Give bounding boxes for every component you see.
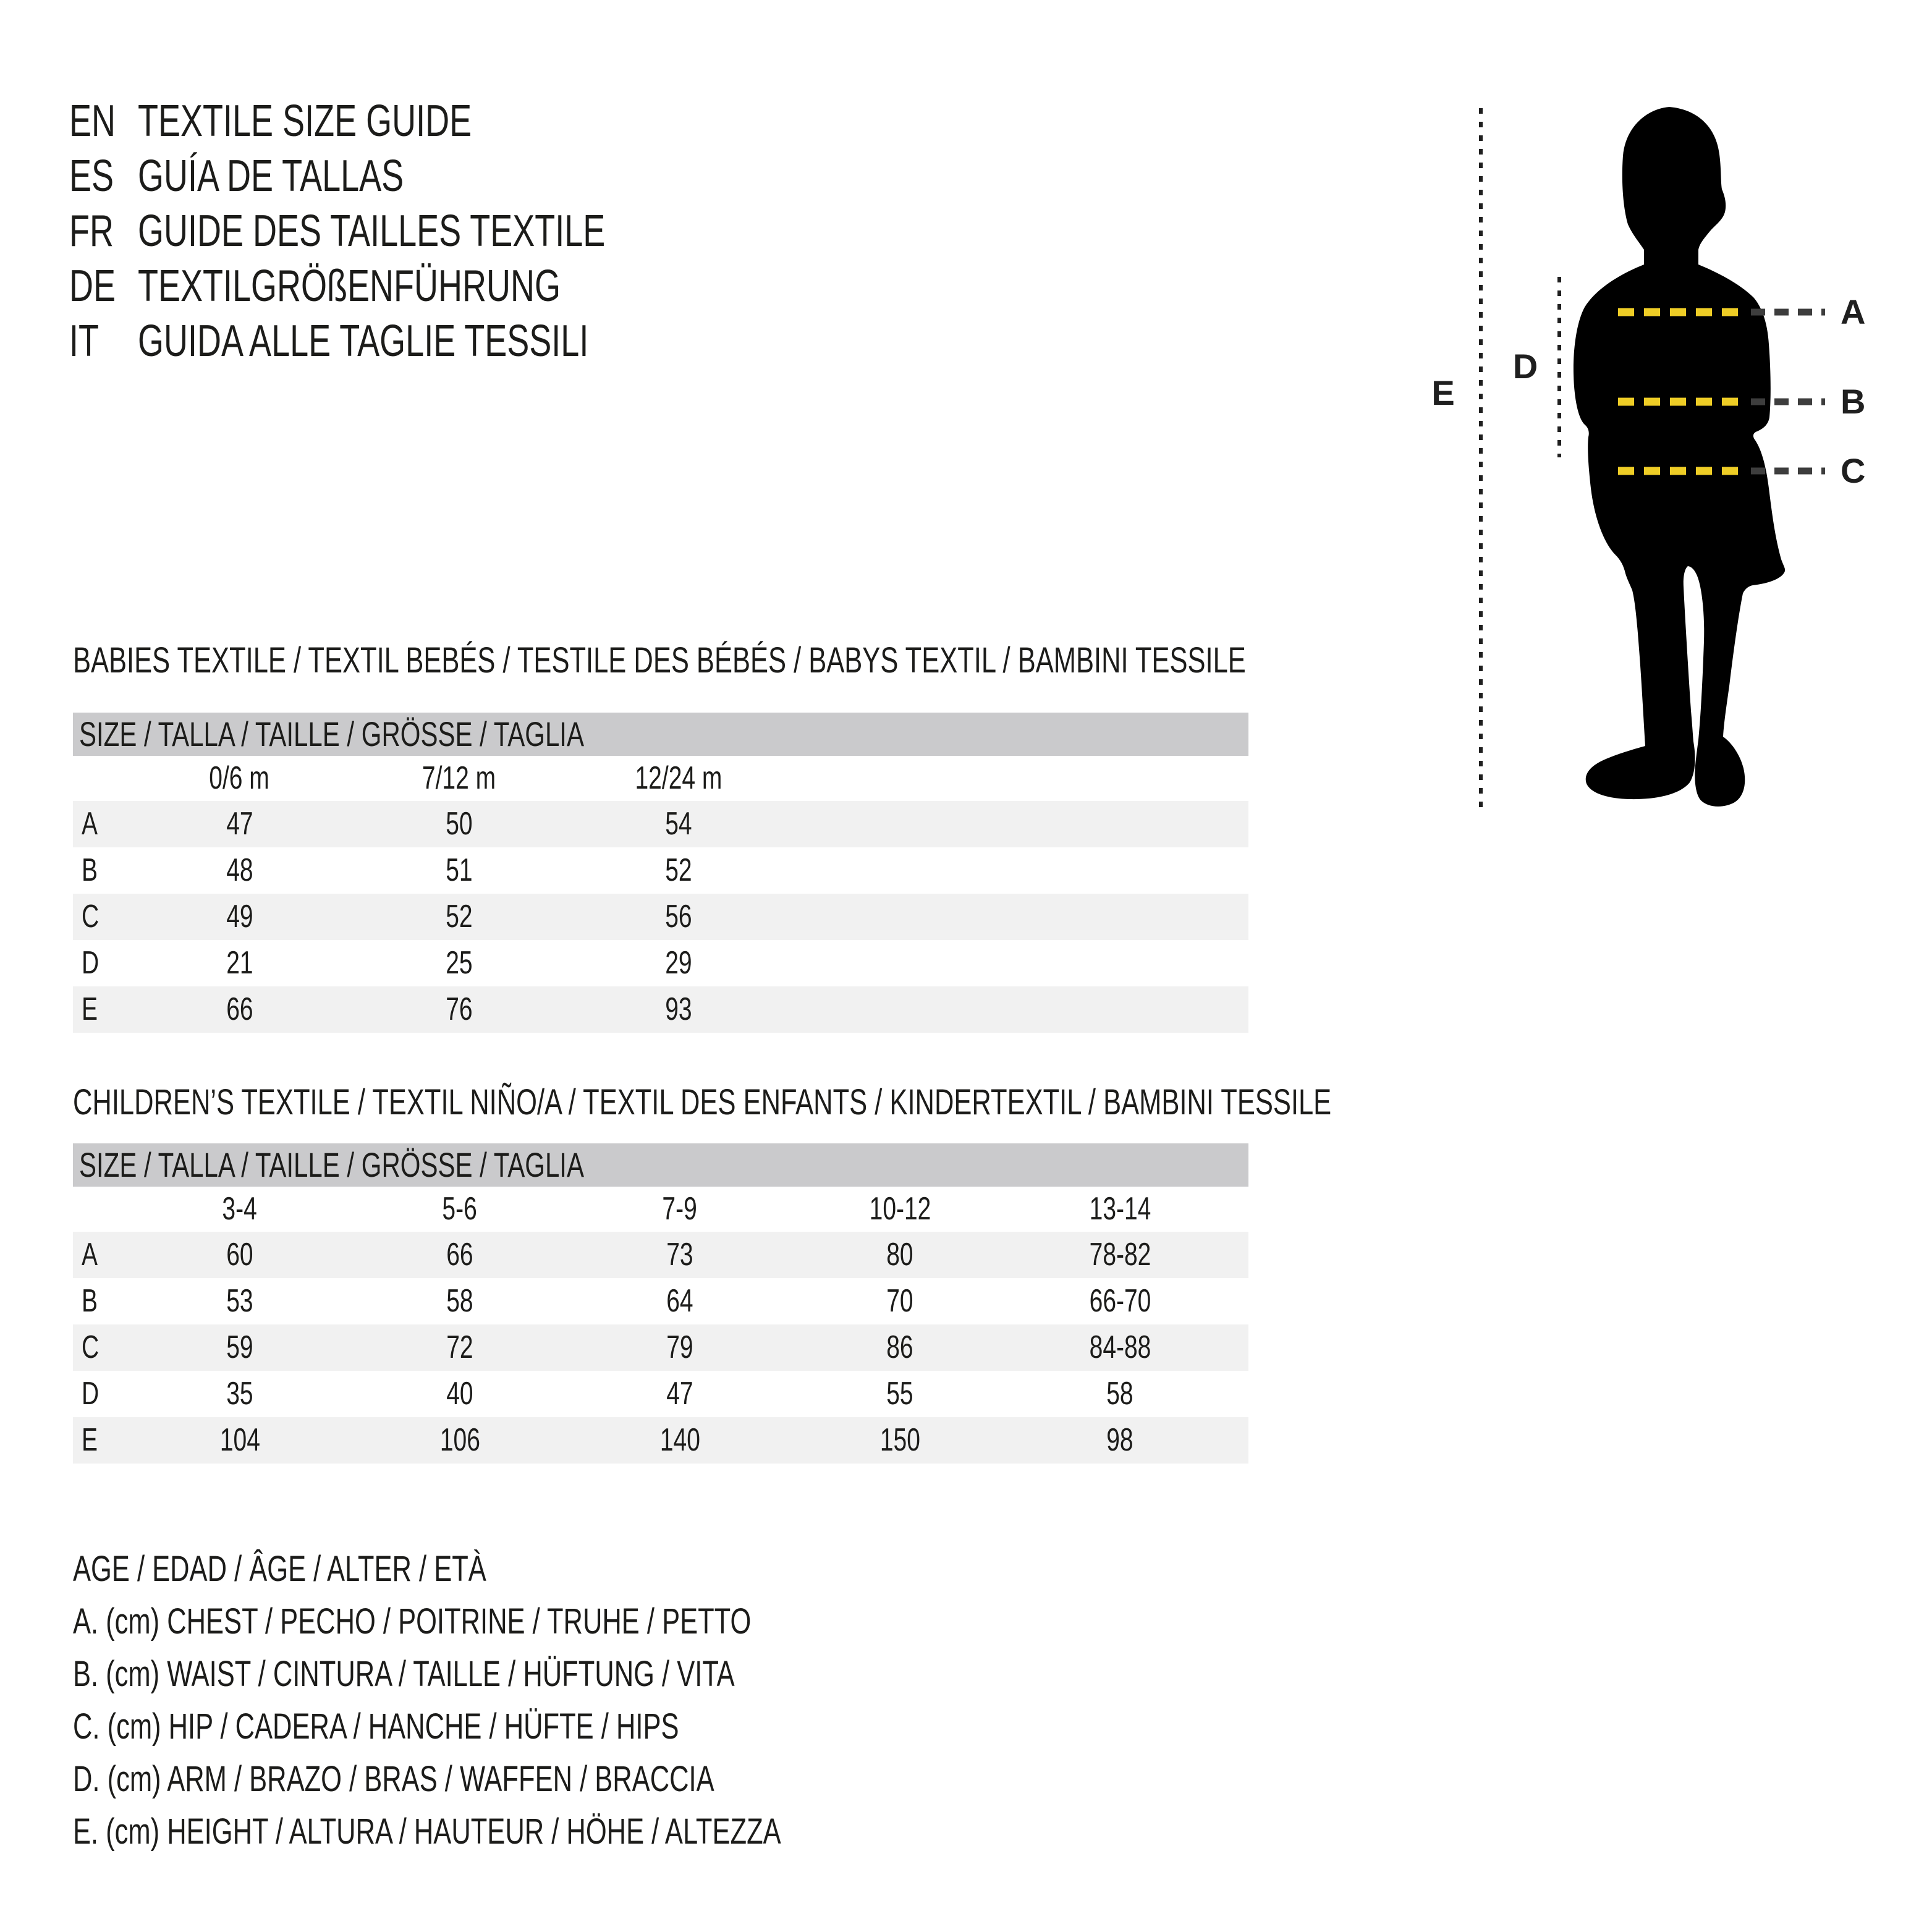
babies-section-title — [73, 640, 1637, 680]
value-cell: 52 — [664, 852, 692, 888]
language-code: DE — [69, 261, 116, 311]
table-row — [73, 847, 1248, 894]
column-header-cell: 10-12 — [869, 1191, 931, 1227]
value-cell: 66 — [226, 991, 253, 1027]
empty-header-cell — [73, 756, 130, 801]
row-label-cell: A — [82, 806, 98, 842]
row-label-cell: B — [82, 1283, 98, 1319]
value-cell: 56 — [664, 899, 692, 934]
column-header-cell: 0/6 m — [209, 760, 270, 796]
babies-section-title-text: BABIES TEXTILE / TEXTIL BEBÉS / TESTILE DES BÉBÉS / BABYS TEXTIL / BAMBINI TESSILE — [73, 640, 1246, 680]
value-cell: 72 — [446, 1329, 473, 1365]
language-code: IT — [69, 316, 99, 366]
value-cell: 29 — [664, 945, 692, 981]
column-header-cell: 7/12 m — [422, 760, 496, 796]
figure-label-b: B — [1841, 382, 1866, 421]
children-column-header-row — [73, 1187, 1248, 1232]
children-section-title-text: CHILDREN’S TEXTILE / TEXTIL NIÑO/A / TEXTIL DES ENFANTS / KINDERTEXTIL / BAMBINI TESSILE — [73, 1082, 1332, 1122]
value-cell: 58 — [1106, 1376, 1133, 1412]
figure-label-d: D — [1512, 347, 1538, 386]
child-silhouette-icon — [1574, 107, 1785, 807]
empty-header-cell — [73, 1187, 130, 1232]
row-label-cell: A — [82, 1237, 98, 1273]
language-title: GUÍA DE TALLAS — [138, 151, 404, 201]
value-cell: 79 — [666, 1329, 693, 1365]
language-title: GUIDE DES TAILLES TEXTILE — [138, 206, 606, 256]
table-row — [73, 1417, 1248, 1464]
column-header-cell: 7-9 — [662, 1191, 698, 1227]
value-cell: 66 — [446, 1237, 473, 1273]
legend-line-height: E. (cm) HEIGHT / ALTURA / HAUTEUR / HÖHE / ALTEZZA — [73, 1811, 781, 1852]
babies-size-table — [73, 713, 1248, 1033]
table-row — [73, 1232, 1248, 1278]
row-label-cell: C — [82, 1329, 100, 1365]
legend-line-chest: A. (cm) CHEST / PECHO / POITRINE / TRUHE / PETTO — [73, 1601, 752, 1642]
value-cell: 80 — [886, 1237, 913, 1273]
value-cell: 66-70 — [1089, 1283, 1151, 1319]
language-code: ES — [69, 151, 114, 201]
value-cell: 106 — [439, 1422, 480, 1458]
value-cell: 21 — [226, 945, 253, 981]
value-cell: 51 — [445, 852, 473, 888]
value-cell: 98 — [1106, 1422, 1133, 1458]
row-label-cell: E — [82, 991, 98, 1027]
language-code: EN — [69, 96, 116, 146]
table-row — [73, 1371, 1248, 1417]
value-cell: 104 — [219, 1422, 260, 1458]
legend-line-arm: D. (cm) ARM / BRAZO / BRAS / WAFFEN / BRACCIA — [73, 1759, 714, 1799]
row-label-cell: E — [82, 1422, 98, 1458]
row-label-cell: D — [82, 945, 100, 981]
table-row — [73, 986, 1248, 1033]
value-cell: 49 — [226, 899, 253, 934]
table-row — [73, 1324, 1248, 1371]
row-label-cell: B — [82, 852, 98, 888]
legend-line-age: AGE / EDAD / ÂGE / ALTER / ETÀ — [73, 1549, 486, 1589]
size-header-label: SIZE / TALLA / TAILLE / GRÖSSE / TAGLIA — [79, 1145, 584, 1184]
value-cell: 47 — [666, 1376, 693, 1412]
figure-label-e: E — [1431, 373, 1455, 412]
figure-label-c: C — [1841, 451, 1866, 490]
row-label-cell: C — [82, 899, 100, 934]
value-cell: 60 — [226, 1237, 253, 1273]
table-row — [73, 1278, 1248, 1324]
children-section-title — [73, 1082, 1751, 1122]
legend-line-hip: C. (cm) HIP / CADERA / HANCHE / HÜFTE / HIPS — [73, 1706, 679, 1747]
column-header-cell: 5-6 — [442, 1191, 478, 1227]
babies-size-header-bar — [73, 713, 1248, 756]
legend-line-waist: B. (cm) WAIST / CINTURA / TAILLE / HÜFTUNG / VITA — [73, 1654, 735, 1694]
value-cell: 150 — [879, 1422, 920, 1458]
children-size-table — [73, 1143, 1248, 1464]
language-title: GUIDA ALLE TAGLIE TESSILI — [138, 316, 589, 366]
value-cell: 93 — [664, 991, 692, 1027]
size-header-label: SIZE / TALLA / TAILLE / GRÖSSE / TAGLIA — [79, 714, 584, 753]
value-cell: 73 — [666, 1237, 693, 1273]
language-title: TEXTILGRÖßENFÜHRUNG — [138, 261, 561, 311]
value-cell: 40 — [446, 1376, 473, 1412]
value-cell: 78-82 — [1089, 1237, 1151, 1273]
table-row — [73, 894, 1248, 940]
table-row — [73, 940, 1248, 986]
value-cell: 55 — [886, 1376, 913, 1412]
value-cell: 50 — [445, 806, 473, 842]
value-cell: 47 — [226, 806, 253, 842]
value-cell: 25 — [445, 945, 473, 981]
column-header-cell: 12/24 m — [635, 760, 722, 796]
figure-label-a: A — [1841, 292, 1866, 331]
babies-column-header-row — [73, 756, 1248, 801]
measurement-legend — [73, 1543, 1017, 1858]
value-cell: 86 — [886, 1329, 913, 1365]
children-size-header-bar — [73, 1143, 1248, 1187]
value-cell: 52 — [445, 899, 473, 934]
column-header-cell: 13-14 — [1089, 1191, 1151, 1227]
table-row — [73, 801, 1248, 847]
value-cell: 59 — [226, 1329, 253, 1365]
language-code: FR — [69, 206, 114, 256]
value-cell: 58 — [446, 1283, 473, 1319]
value-cell: 70 — [886, 1283, 913, 1319]
row-label-cell: D — [82, 1376, 100, 1412]
column-header-cell: 3-4 — [222, 1191, 258, 1227]
value-cell: 54 — [664, 806, 692, 842]
value-cell: 48 — [226, 852, 253, 888]
value-cell: 64 — [666, 1283, 693, 1319]
value-cell: 140 — [659, 1422, 700, 1458]
value-cell: 84-88 — [1089, 1329, 1151, 1365]
value-cell: 76 — [445, 991, 473, 1027]
language-title: TEXTILE SIZE GUIDE — [138, 96, 472, 146]
value-cell: 53 — [226, 1283, 253, 1319]
value-cell: 35 — [226, 1376, 253, 1412]
